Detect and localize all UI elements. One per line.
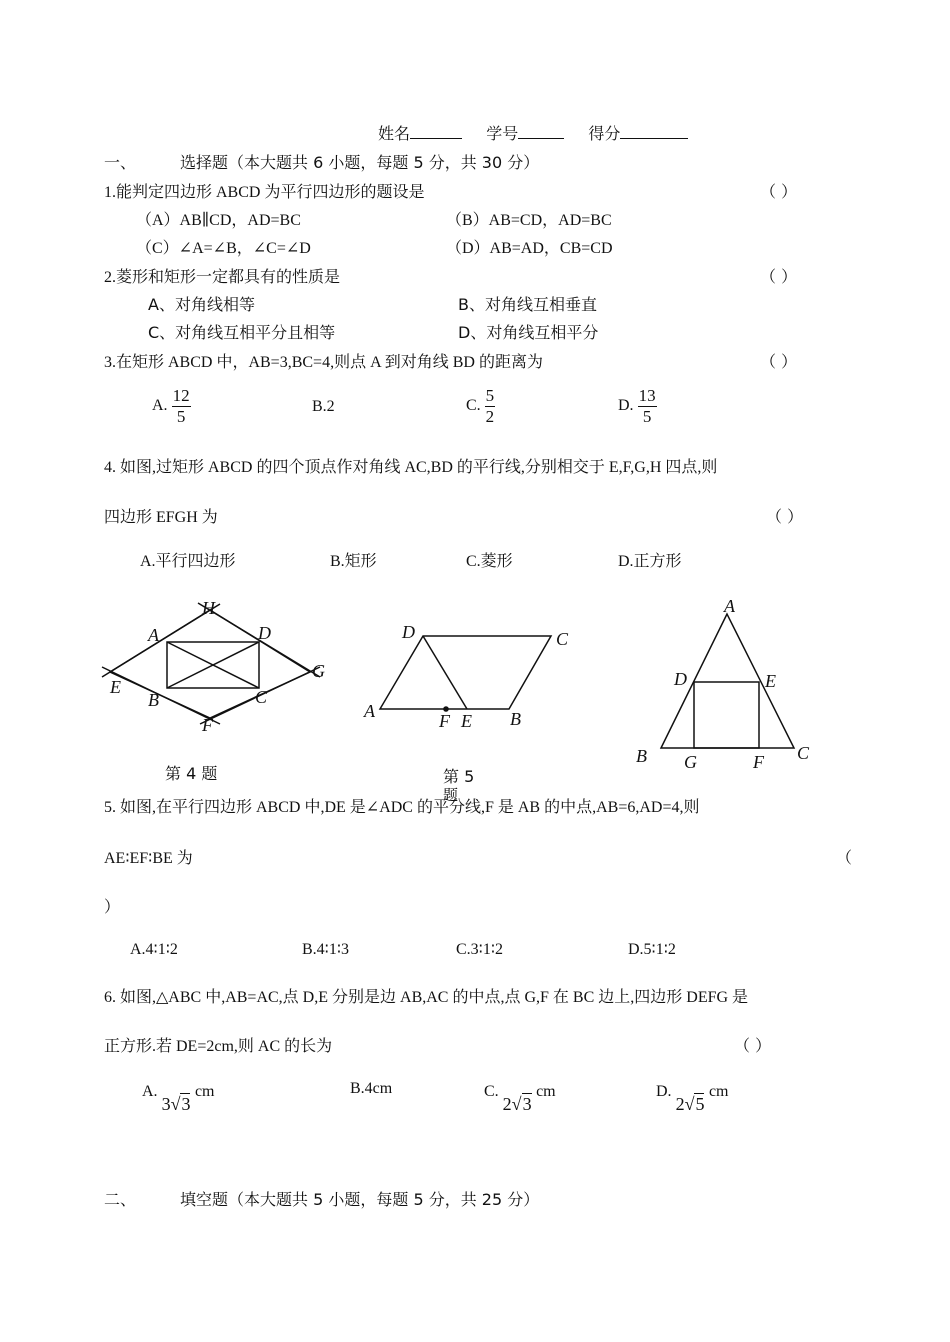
q3-option-b[interactable]: B.2	[312, 398, 335, 415]
fig5-label-f: F	[439, 711, 450, 731]
q6-answer-paren[interactable]: （ ）	[734, 1036, 772, 1055]
figure-4-diagram	[100, 595, 340, 745]
fig4-label-g: G	[312, 661, 325, 681]
fig6-label-d: D	[674, 669, 687, 689]
q6-stem-continued: 正方形.若 DE=2cm,则 AC 的长为	[104, 1038, 333, 1055]
q5-answer-paren-open[interactable]: （	[836, 848, 853, 867]
fig4-label-h: H	[202, 598, 215, 618]
q3-stem: 3.在矩形 ABCD 中，AB=3,BC=4,则点 A 到对角线 BD 的距离为	[104, 354, 543, 371]
fig4-label-f: F	[202, 715, 213, 735]
fig6-label-e: E	[765, 671, 776, 691]
radical-radicand: 5	[695, 1094, 705, 1114]
section2-title: 填空题（本大题共 5 小题，每题 5 分，共 25 分）	[180, 1190, 540, 1209]
q4-option-b[interactable]: B.矩形	[330, 553, 377, 570]
q5-stem: 5. 如图,在平行四边形 ABCD 中,DE 是∠ADC 的平分线,F 是 AB 的中点,AB=6,AD=4,则	[104, 799, 700, 816]
score-blank[interactable]	[620, 122, 688, 139]
q6-option-c-label: C.	[484, 1083, 499, 1100]
q6-option-c-radical: 2√3	[502, 1094, 532, 1114]
q3-option-a-fraction	[172, 386, 191, 427]
q4-stem: 4. 如图,过矩形 ABCD 的四个顶点作对角线 AC,BD 的平行线,分别相交于 E,F,G,H 四点,则	[104, 459, 718, 476]
q1-option-d[interactable]: （D）AB=AD，CB=CD	[446, 240, 613, 257]
q3-option-c[interactable]	[466, 386, 495, 427]
student-id-blank[interactable]	[518, 122, 564, 139]
figure-5-diagram	[360, 620, 575, 735]
fig5-label-e: E	[461, 711, 472, 731]
q6-option-a-radical: 3√3	[161, 1094, 191, 1114]
fraction-denominator: 2	[485, 407, 495, 426]
q3-option-c-label: C.	[466, 397, 481, 415]
q6-option-c[interactable]	[484, 1080, 556, 1114]
radical-coefficient: 2	[675, 1094, 685, 1114]
q1-answer-paren[interactable]: （ ）	[760, 182, 798, 201]
fig6-label-g: G	[684, 752, 697, 772]
radical-radicand: 3	[522, 1094, 532, 1114]
fig6-label-c: C	[797, 743, 810, 763]
section2-number: 二、	[104, 1190, 137, 1209]
figure-6-diagram	[630, 595, 820, 775]
fig5-label-d: D	[402, 622, 415, 642]
q4-stem-continued: 四边形 EFGH 为	[104, 509, 218, 526]
q3-option-a-label: A.	[152, 397, 168, 415]
q6-stem: 6. 如图,△ABC 中,AB=AC,点 D,E 分别是边 AB,AC 的中点,点 G,F 在 BC 边上,四边形 DEFG 是	[104, 989, 749, 1006]
fig5-label-b: B	[510, 709, 521, 729]
q6-option-d[interactable]	[656, 1080, 729, 1114]
fig6-square-defg	[694, 682, 759, 748]
radical-radicand: 3	[181, 1094, 191, 1114]
figure-4-caption: 第 4 题	[165, 764, 218, 783]
fraction-numerator: 5	[485, 386, 495, 405]
q1-option-c[interactable]: （C）∠A=∠B，∠C=∠D	[136, 240, 311, 257]
q3-option-a[interactable]	[152, 386, 191, 427]
radical-coefficient: 2	[502, 1094, 512, 1114]
fig6-label-b: B	[636, 746, 647, 766]
q6-option-b[interactable]: B.4cm	[350, 1080, 393, 1097]
figure-5-caption-line1: 第 5	[443, 767, 475, 786]
score-label: 得分	[588, 124, 621, 143]
student-id-label: 学号	[486, 124, 519, 143]
q5-stem-continued: AE∶EF∶BE 为	[104, 850, 193, 867]
q5-option-c[interactable]: C.3∶1∶2	[456, 941, 503, 958]
q5-option-b[interactable]: B.4∶1∶3	[302, 941, 349, 958]
figure-5-caption-line2: 题	[443, 786, 459, 804]
name-blank[interactable]	[410, 122, 462, 139]
q2-option-a[interactable]: A、对角线相等	[148, 295, 255, 314]
fig5-label-c: C	[556, 629, 569, 649]
q2-answer-paren[interactable]: （ ）	[760, 267, 798, 286]
q2-option-b[interactable]: B、对角线互相垂直	[458, 295, 597, 314]
radical-coefficient: 3	[161, 1094, 171, 1114]
fig6-label-a: A	[724, 596, 735, 616]
q6-option-a-unit: cm	[194, 1083, 215, 1100]
fig4-label-d: D	[258, 623, 271, 643]
q6-option-d-unit: cm	[708, 1083, 729, 1100]
q5-option-d[interactable]: D.5∶1∶2	[628, 941, 676, 958]
q2-stem: 2.菱形和矩形一定都具有的性质是	[104, 269, 341, 286]
fraction-numerator: 13	[638, 386, 656, 405]
fig4-label-c: C	[255, 687, 268, 707]
q6-option-c-unit: cm	[536, 1083, 556, 1100]
q5-option-a[interactable]: A.4∶1∶2	[130, 941, 178, 958]
q6-option-a[interactable]	[142, 1080, 215, 1114]
fig4-label-a: A	[148, 625, 159, 645]
q6-option-d-label: D.	[656, 1083, 672, 1100]
fig4-label-e: E	[110, 677, 121, 697]
fraction-denominator: 5	[642, 407, 652, 426]
fig6-label-f: F	[753, 752, 764, 772]
q3-option-d-fraction	[638, 386, 657, 427]
fig5-bisector-de	[423, 636, 467, 709]
q2-option-d[interactable]: D、对角线互相平分	[458, 323, 599, 342]
q3-option-c-fraction	[485, 386, 496, 427]
fraction-numerator: 12	[172, 386, 190, 405]
q4-option-d[interactable]: D.正方形	[618, 553, 682, 570]
fig5-parallelogram-abcd	[380, 636, 551, 709]
name-label: 姓名	[378, 124, 411, 143]
q3-option-d[interactable]	[618, 386, 657, 427]
q5-answer-paren-close[interactable]: ）	[104, 897, 121, 916]
q3-answer-paren[interactable]: （ ）	[760, 352, 798, 371]
q6-option-d-radical: 2√5	[675, 1094, 705, 1114]
q6-option-a-label: A.	[142, 1083, 158, 1100]
q4-answer-paren[interactable]: （ ）	[766, 507, 804, 526]
fig4-label-b: B	[148, 690, 159, 710]
q2-option-c[interactable]: C、对角线互相平分且相等	[148, 323, 336, 342]
section1-title: 选择题（本大题共 6 小题，每题 5 分，共 30 分）	[180, 153, 540, 172]
q1-stem: 1.能判定四边形 ABCD 为平行四边形的题设是	[104, 184, 425, 201]
fraction-denominator: 5	[176, 407, 186, 426]
section1-number: 一、	[104, 153, 137, 172]
q4-option-a[interactable]: A.平行四边形	[140, 553, 236, 570]
q1-option-b[interactable]: （B）AB=CD，AD=BC	[446, 212, 612, 229]
fig5-label-a: A	[364, 701, 375, 721]
student-info-line	[378, 121, 688, 144]
q4-option-c[interactable]: C.菱形	[466, 553, 513, 570]
q3-option-d-label: D.	[618, 397, 634, 415]
q1-option-a[interactable]: （A）AB∥CD，AD=BC	[136, 212, 301, 229]
